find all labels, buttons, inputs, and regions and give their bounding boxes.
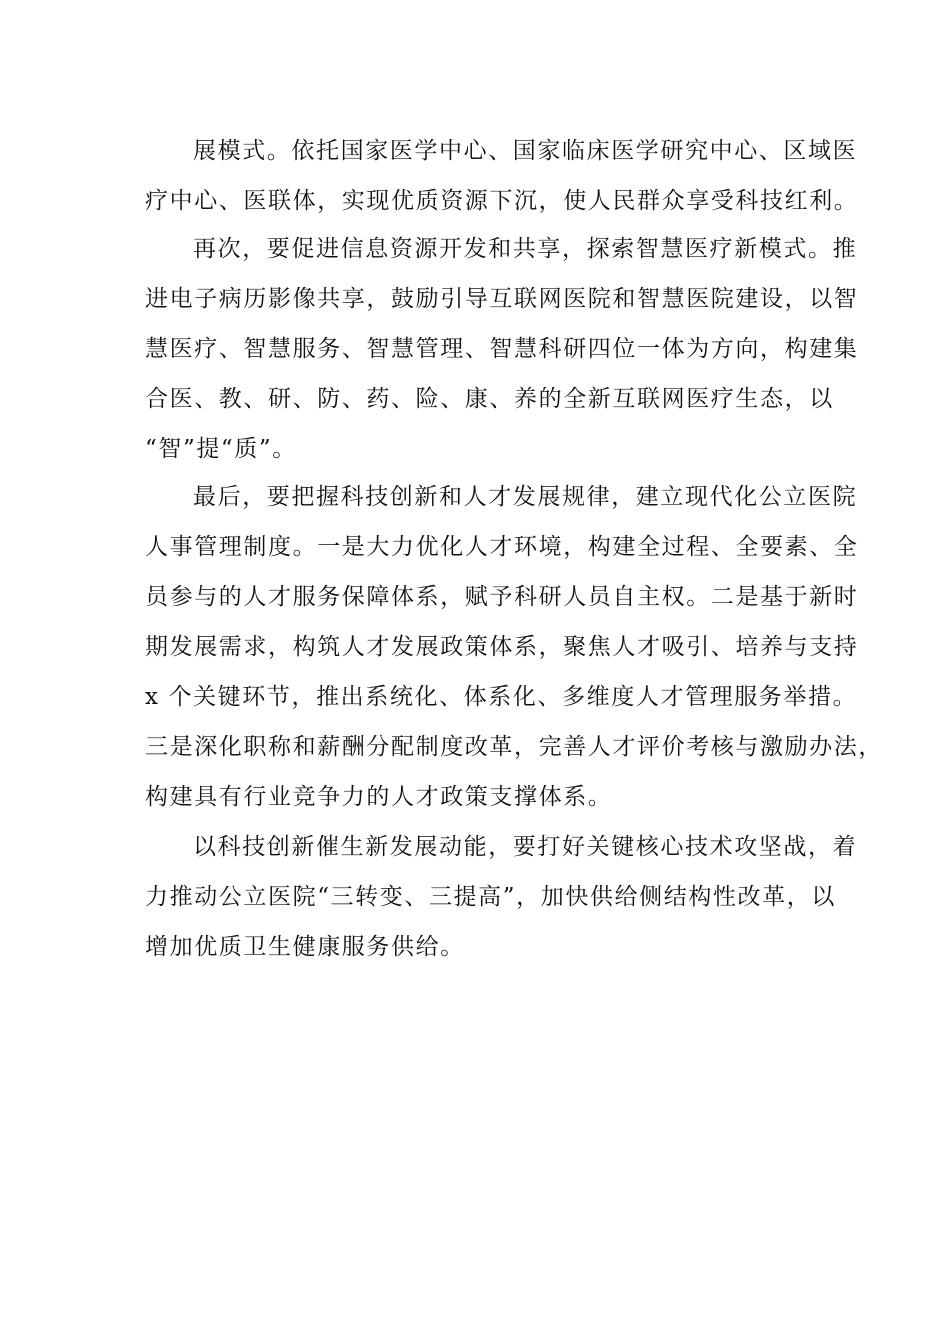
text-line: 期发展需求，构筑人才发展政策体系，聚焦人才吸引、培养与支持 [145,634,859,660]
text-line: 疗中心、医联体，实现优质资源下沉，使人民群众享受科技红利。 [145,188,859,214]
text-line: 最后，要把握科技创新和人才发展规律，建立现代化公立医院 [193,484,858,510]
text-line: 慧医疗、智慧服务、智慧管理、智慧科研四位一体为方向，构建集 [145,336,859,362]
text-line: 员参与的人才服务保障体系，赋予科研人员自主权。二是基于新时 [145,584,859,610]
text-line: 进电子病历影像共享，鼓励引导互联网医院和智慧医院建设，以智 [145,286,859,312]
text-line: x 个关键环节，推出系统化、体系化、多维度人才管理服务举措。 [145,684,858,710]
text-line: “智”提“质”。 [145,436,297,462]
text-line: 以科技创新催生新发展动能，要打好关键核心技术攻坚战，着 [193,834,858,860]
text-line: 三是深化职称和薪酬分配制度改革，完善人才评价考核与激励办法， [145,734,883,760]
text-line: 人事管理制度。一是大力优化人才环境，构建全过程、全要素、全 [145,534,859,560]
text-line: 力推动公立医院“三转变、三提高”，加快供给侧结构性改革，以 [145,884,836,910]
text-line: 展模式。依托国家医学中心、国家临床医学研究中心、区域医 [193,138,858,164]
text-line: 增加优质卫生健康服务供给。 [145,934,465,960]
text-line: 再次，要促进信息资源开发和共享，探索智慧医疗新模式。推 [193,236,858,262]
text-line: 合医、教、研、防、药、险、康、养的全新互联网医疗生态，以 [145,386,834,412]
text-line: 构建具有行业竞争力的人才政策支撑体系。 [145,784,613,810]
